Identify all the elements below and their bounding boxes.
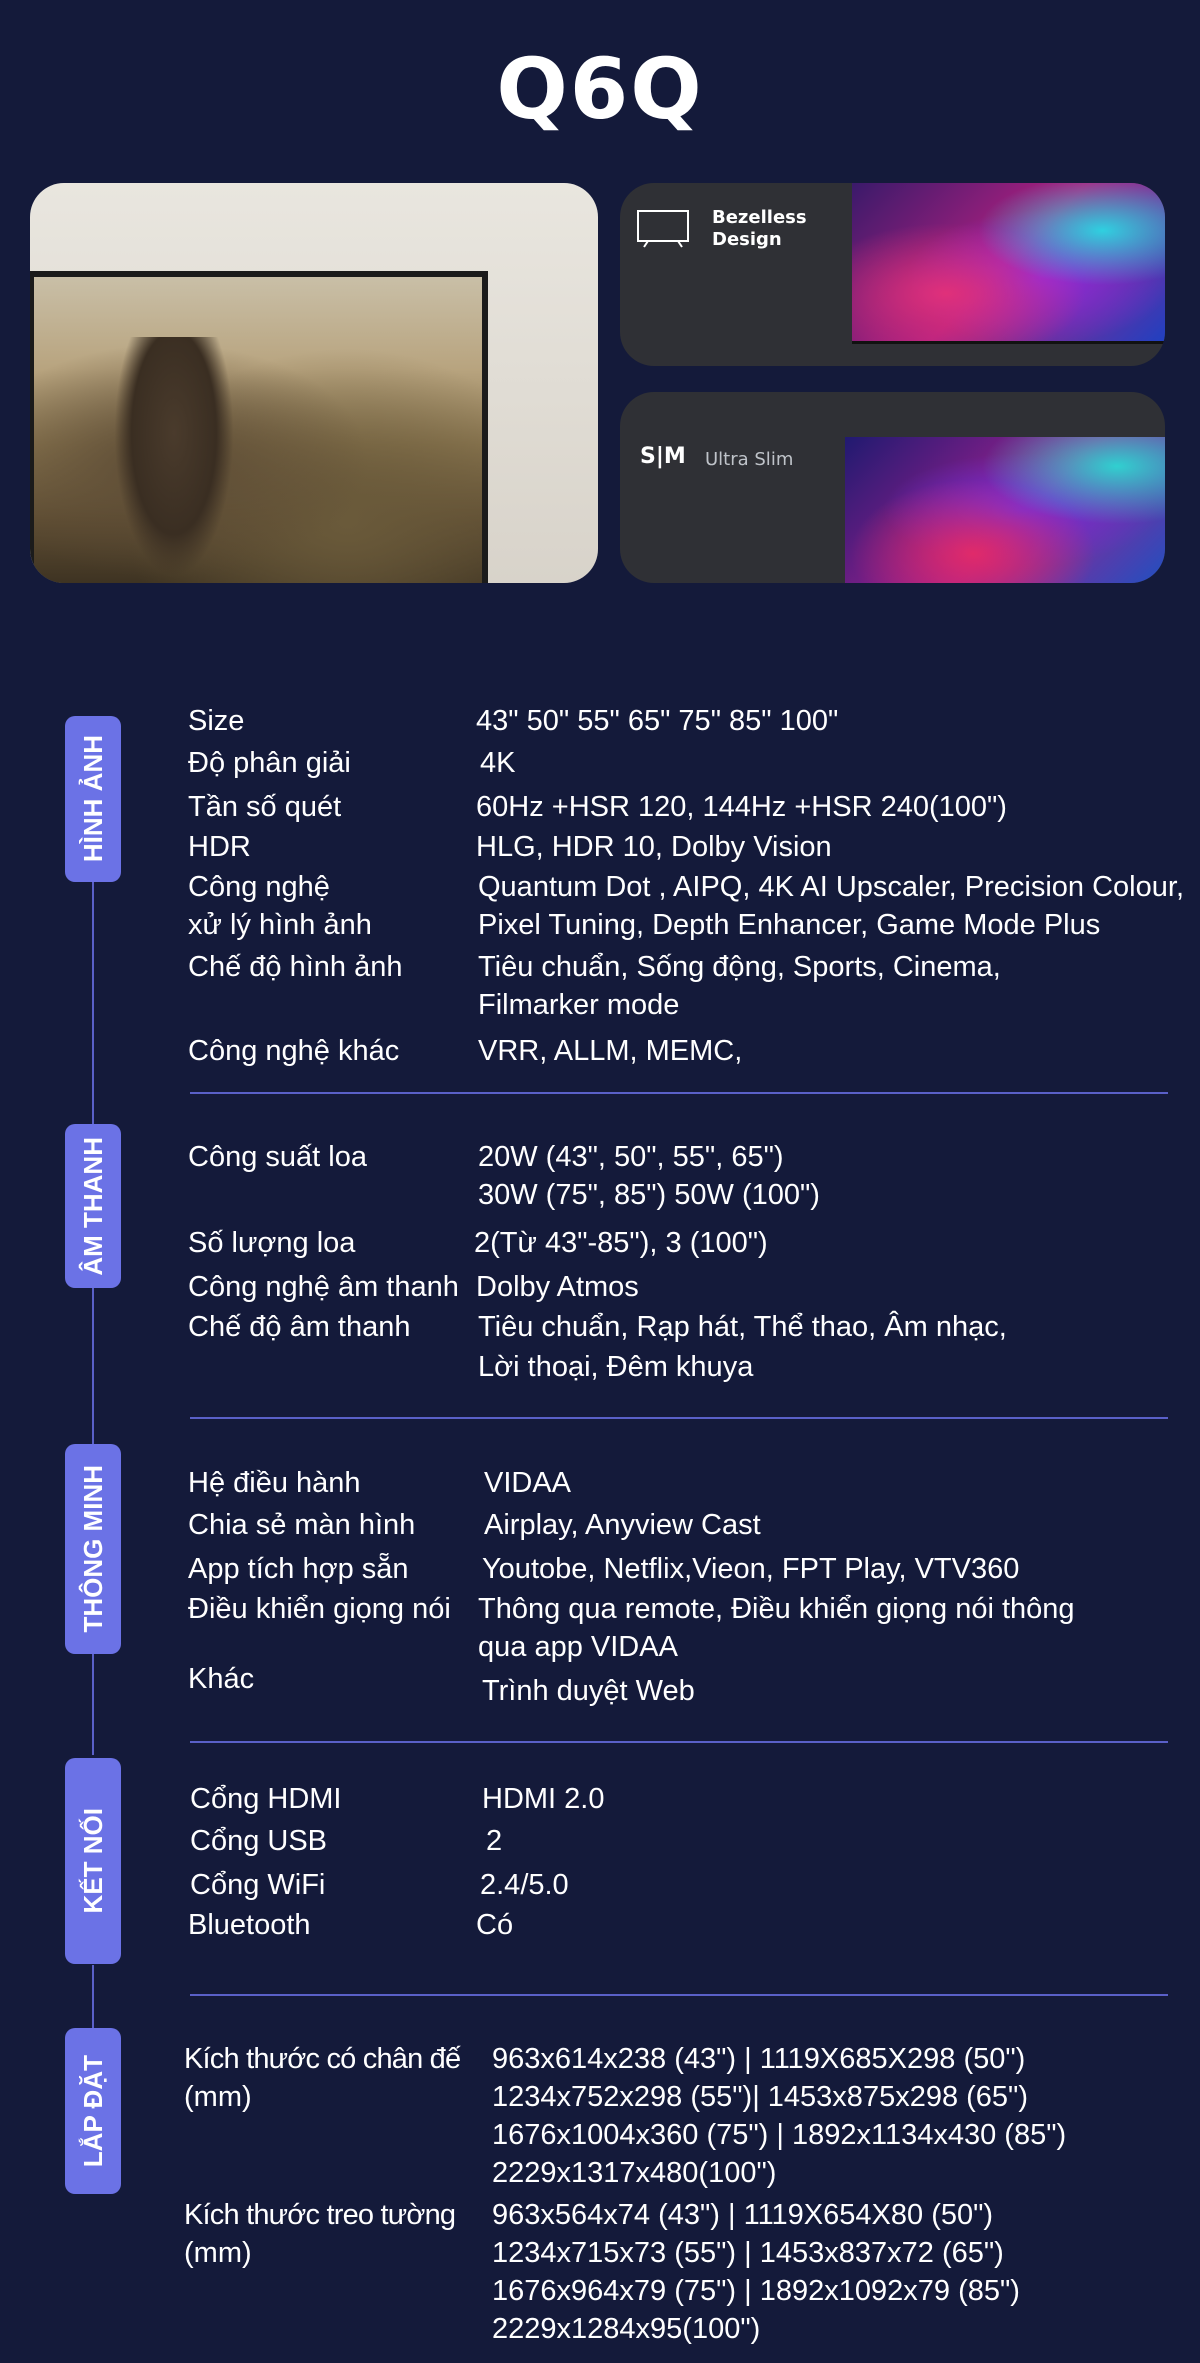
spec-value: Trình duyệt Web	[482, 1675, 695, 1707]
spec-value: 1676x1004x360 (75") | 1892x1134x430 (85")	[492, 2119, 1067, 2151]
spec-value: VIDAA	[484, 1467, 572, 1499]
section-tag-label: KẾT NỐI	[77, 1808, 108, 1914]
spec-value: Youtobe, Netflix,Vieon, FPT Play, VTV360	[482, 1553, 1020, 1585]
page-title: Q6Q	[496, 40, 704, 138]
ultra-slim-tv-screen	[845, 437, 1165, 583]
bezelless-design-card	[620, 183, 1165, 366]
section-tag-label: THÔNG MINH	[77, 1465, 108, 1633]
spec-label: Cổng USB	[190, 1825, 328, 1857]
spec-label: Công nghệ âm thanh	[188, 1271, 459, 1303]
spec-value: 2229x1284x95(100")	[492, 2313, 761, 2345]
section-tag-thong-minh	[65, 1444, 121, 1654]
spec-value: Có	[476, 1909, 514, 1941]
bezelless-caption	[712, 207, 807, 251]
spec-value: HLG, HDR 10, Dolby Vision	[476, 831, 832, 863]
spec-label: Công nghệ khác	[188, 1035, 400, 1067]
spec-label: Khác	[188, 1663, 255, 1695]
spec-label: xử lý hình ảnh	[188, 909, 372, 941]
spec-label: HDR	[188, 831, 251, 863]
spec-label: Công nghệ	[188, 871, 330, 903]
spec-label: Cổng HDMI	[190, 1783, 342, 1815]
spec-value: HDMI 2.0	[482, 1783, 605, 1815]
section-connector-line	[92, 1650, 94, 1755]
spec-label: Size	[188, 705, 245, 737]
section-tag-label: HÌNH ẢNH	[77, 735, 108, 863]
spec-value: 43" 50" 55" 65" 75" 85" 100"	[476, 705, 839, 737]
spec-value: 963x614x238 (43") | 1119X685X298 (50")	[492, 2043, 1026, 2075]
section-connector-line	[92, 1965, 94, 2030]
section-tag-label: ÂM THANH	[77, 1136, 108, 1276]
spec-label: Bluetooth	[188, 1909, 311, 1941]
ultra-slim-card	[620, 392, 1165, 583]
ultra-slim-caption: Ultra Slim	[705, 449, 794, 470]
cowboy-rider-figure	[114, 337, 234, 577]
slim-logo: S|M	[640, 444, 686, 469]
bezelless-tv-screen	[852, 183, 1165, 344]
section-divider	[190, 1092, 1168, 1094]
section-tag-hinh-anh	[65, 716, 121, 882]
spec-value: 2(Từ 43"-85"), 3 (100")	[474, 1227, 768, 1259]
section-tag-am-thanh	[65, 1124, 121, 1288]
spec-value: 4K	[480, 747, 516, 779]
spec-label: (mm)	[184, 2237, 252, 2269]
spec-label: Công suất loa	[188, 1141, 367, 1173]
section-tag-lap-dat	[65, 2028, 121, 2194]
tv-screen-scene	[34, 277, 482, 583]
spec-label: Độ phân giải	[188, 747, 351, 779]
spec-value: 60Hz +HSR 120, 144Hz +HSR 240(100")	[476, 791, 1007, 823]
spec-label: Tần số quét	[188, 791, 342, 823]
spec-label: Hệ điều hành	[188, 1467, 361, 1499]
section-divider	[190, 1417, 1168, 1419]
spec-label: Kích thước treo tường	[184, 2199, 456, 2231]
spec-label: Chế độ hình ảnh	[188, 951, 403, 983]
spec-label: Chia sẻ màn hình	[188, 1509, 416, 1541]
spec-label: Số lượng loa	[188, 1227, 356, 1259]
spec-value: 2	[486, 1825, 503, 1857]
spec-value: qua app VIDAA	[478, 1631, 678, 1663]
spec-value: VRR, ALLM, MEMC,	[478, 1035, 743, 1067]
spec-value: Pixel Tuning, Depth Enhancer, Game Mode Plus	[478, 909, 1101, 941]
spec-value: 20W (43", 50", 55", 65")	[478, 1141, 784, 1173]
tv-frame	[30, 271, 488, 583]
section-tag-label: LẮP ĐẶT	[77, 2054, 108, 2168]
spec-value: 1234x715x73 (55") | 1453x837x72 (65")	[492, 2237, 1004, 2269]
spec-label: (mm)	[184, 2081, 252, 2113]
hero-image	[30, 183, 598, 583]
bezelless-line1: Bezelless	[712, 207, 807, 228]
spec-value: Lời thoại, Đêm khuya	[478, 1351, 754, 1383]
spec-value: Thông qua remote, Điều khiển giọng nói thông	[478, 1593, 1075, 1625]
spec-label: Chế độ âm thanh	[188, 1311, 411, 1343]
spec-value: 1234x752x298 (55")| 1453x875x298 (65")	[492, 2081, 1029, 2113]
spec-label: Kích thước có chân đế	[184, 2043, 461, 2075]
spec-value: 1676x964x79 (75") | 1892x1092x79 (85")	[492, 2275, 1020, 2307]
spec-value: 30W (75", 85") 50W (100")	[478, 1179, 820, 1211]
spec-value: 2229x1317x480(100")	[492, 2157, 777, 2189]
spec-value: 2.4/5.0	[480, 1869, 569, 1901]
bezelless-line2: Design	[712, 229, 782, 250]
section-connector-line	[92, 880, 94, 1125]
spec-value: Tiêu chuẩn, Sống động, Sports, Cinema,	[478, 951, 1001, 983]
spec-value: Tiêu chuẩn, Rạp hát, Thể thao, Âm nhạc,	[478, 1311, 1007, 1343]
section-tag-ket-noi	[65, 1758, 121, 1964]
section-divider	[190, 1994, 1168, 1996]
section-divider	[190, 1741, 1168, 1743]
spec-label: App tích hợp sẵn	[188, 1553, 409, 1585]
spec-value: 963x564x74 (43") | 1119X654X80 (50")	[492, 2199, 994, 2231]
spec-label: Cổng WiFi	[190, 1869, 326, 1901]
spec-label: Điều khiển giọng nói	[188, 1593, 451, 1625]
spec-value: Dolby Atmos	[476, 1271, 639, 1303]
section-connector-line	[92, 1285, 94, 1445]
spec-value: Airplay, Anyview Cast	[484, 1509, 761, 1541]
tv-icon	[634, 207, 694, 251]
spec-value: Quantum Dot , AIPQ, 4K AI Upscaler, Precision Colour,	[478, 871, 1184, 903]
spec-value: Filmarker mode	[478, 989, 680, 1021]
